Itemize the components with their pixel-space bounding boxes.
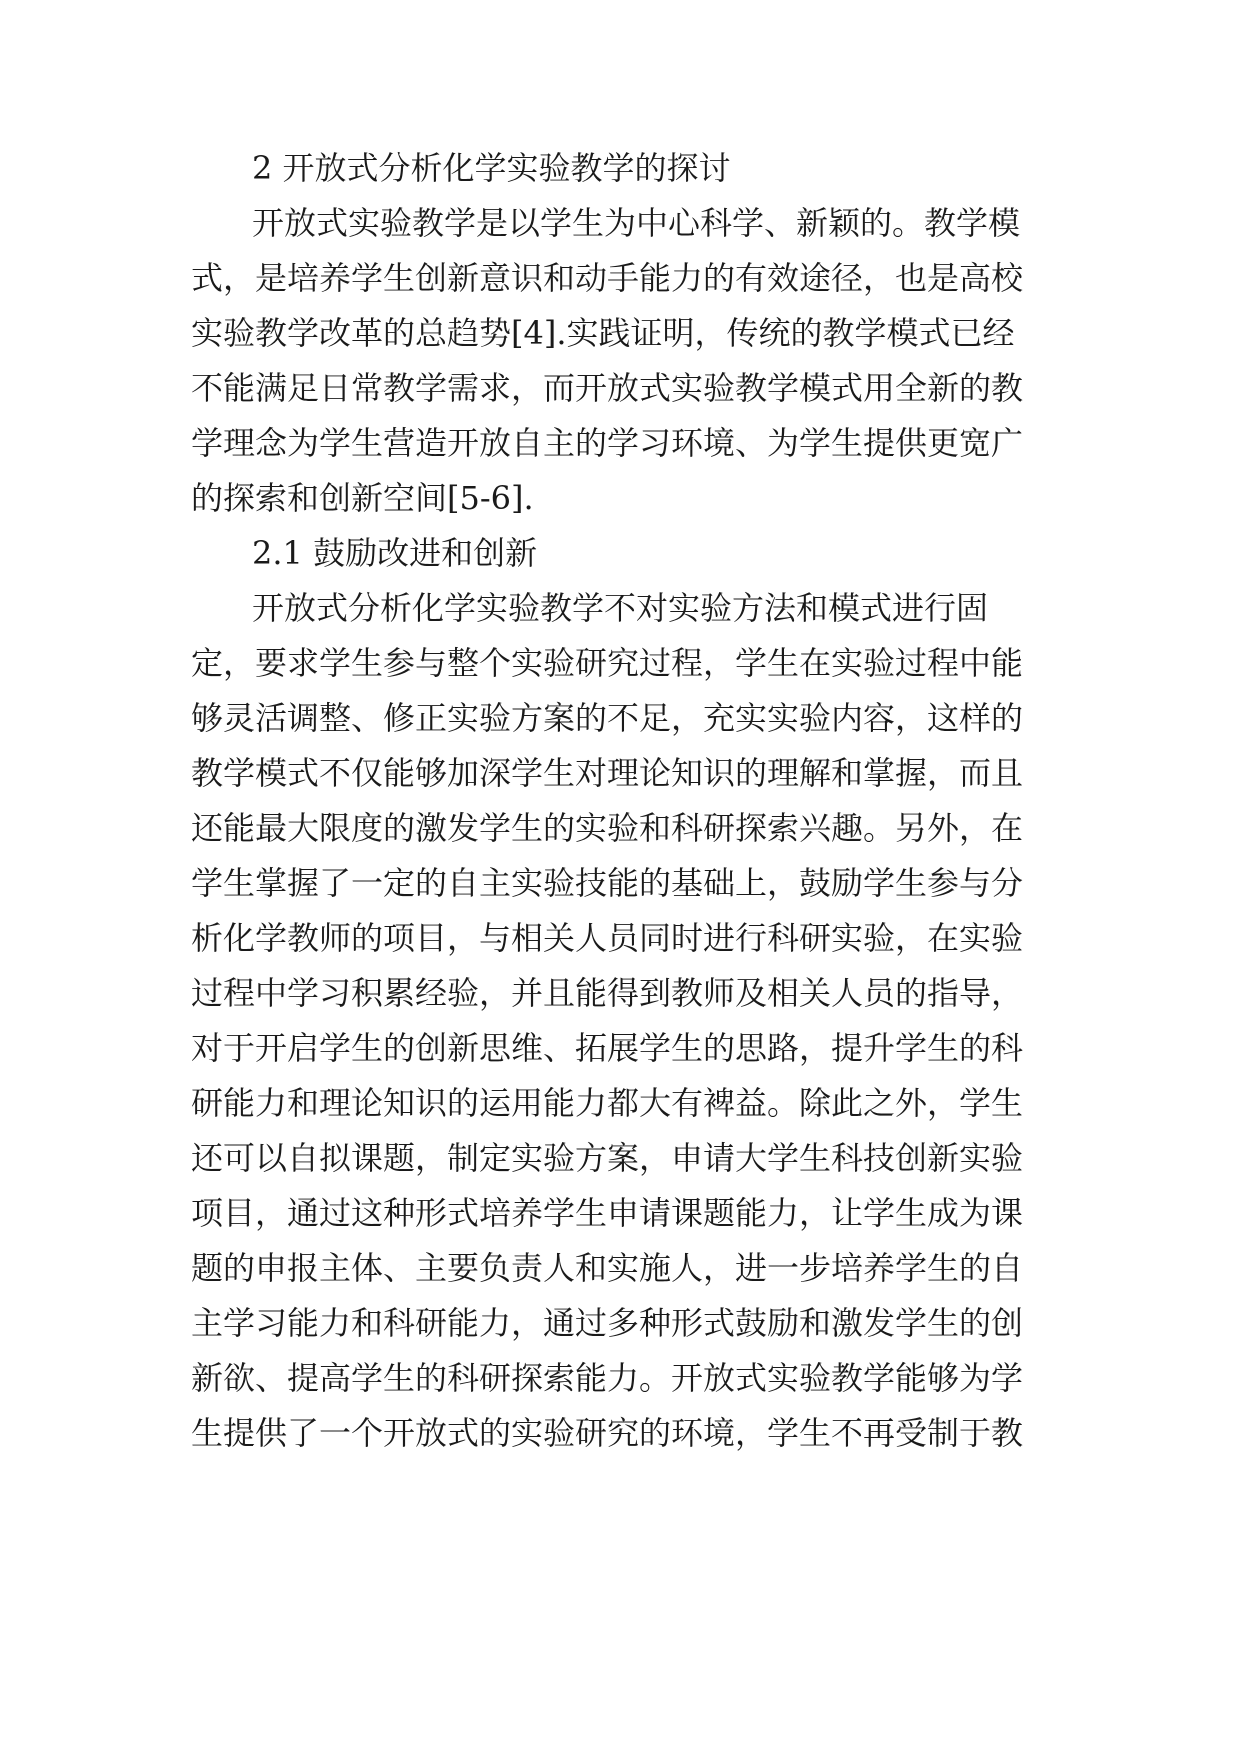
paragraph-line: 学理念为学生营造开放自主的学习环境、为学生提供更宽广 [191,424,1024,462]
paragraph-line: 开放式实验教学是以学生为中心科学、新颖的。教学模 [252,204,1021,242]
paragraph-line: 的探索和创新空间[5-6]. [191,479,534,517]
section-heading: 2 开放式分析化学实验教学的探讨 [252,149,731,187]
paragraph-line: 够灵活调整、修正实验方案的不足，充实实验内容，这样的 [191,699,1024,737]
paragraph-line: 过程中学习积累经验，并且能得到教师及相关人员的指导， [191,974,1024,1012]
paragraph-line: 不能满足日常教学需求，而开放式实验教学模式用全新的教 [191,369,1024,407]
subsection-heading: 2.1 鼓励改进和创新 [252,534,538,572]
paragraph-line: 主学习能力和科研能力，通过多种形式鼓励和激发学生的创 [191,1304,1024,1342]
paragraph-line: 还能最大限度的激发学生的实验和科研探索兴趣。另外，在 [191,809,1024,847]
paragraph-line: 新欲、提高学生的科研探索能力。开放式实验教学能够为学 [191,1359,1024,1397]
paragraph-line: 式，是培养学生创新意识和动手能力的有效途径，也是高校 [191,259,1024,297]
paragraph-line: 还可以自拟课题，制定实验方案，申请大学生科技创新实验 [191,1139,1024,1177]
paragraph-line: 定，要求学生参与整个实验研究过程，学生在实验过程中能 [191,644,1024,682]
paragraph-line: 项目，通过这种形式培养学生申请课题能力，让学生成为课 [191,1194,1024,1232]
paragraph-line: 生提供了一个开放式的实验研究的环境，学生不再受制于教 [191,1414,1024,1452]
paragraph-line: 题的申报主体、主要负责人和实施人，进一步培养学生的自 [191,1249,1024,1287]
paragraph-line: 教学模式不仅能够加深学生对理论知识的理解和掌握，而且 [191,754,1024,792]
paragraph-line: 研能力和理论知识的运用能力都大有裨益。除此之外，学生 [191,1084,1024,1122]
paragraph-line: 开放式分析化学实验教学不对实验方法和模式进行固 [252,589,989,627]
paragraph-line: 析化学教师的项目，与相关人员同时进行科研实验，在实验 [191,919,1024,957]
paragraph-line: 实验教学改革的总趋势[4].实践证明，传统的教学模式已经 [191,314,1015,352]
paragraph-line: 学生掌握了一定的自主实验技能的基础上，鼓励学生参与分 [191,864,1024,902]
paragraph-line: 对于开启学生的创新思维、拓展学生的思路，提升学生的科 [191,1029,1024,1067]
